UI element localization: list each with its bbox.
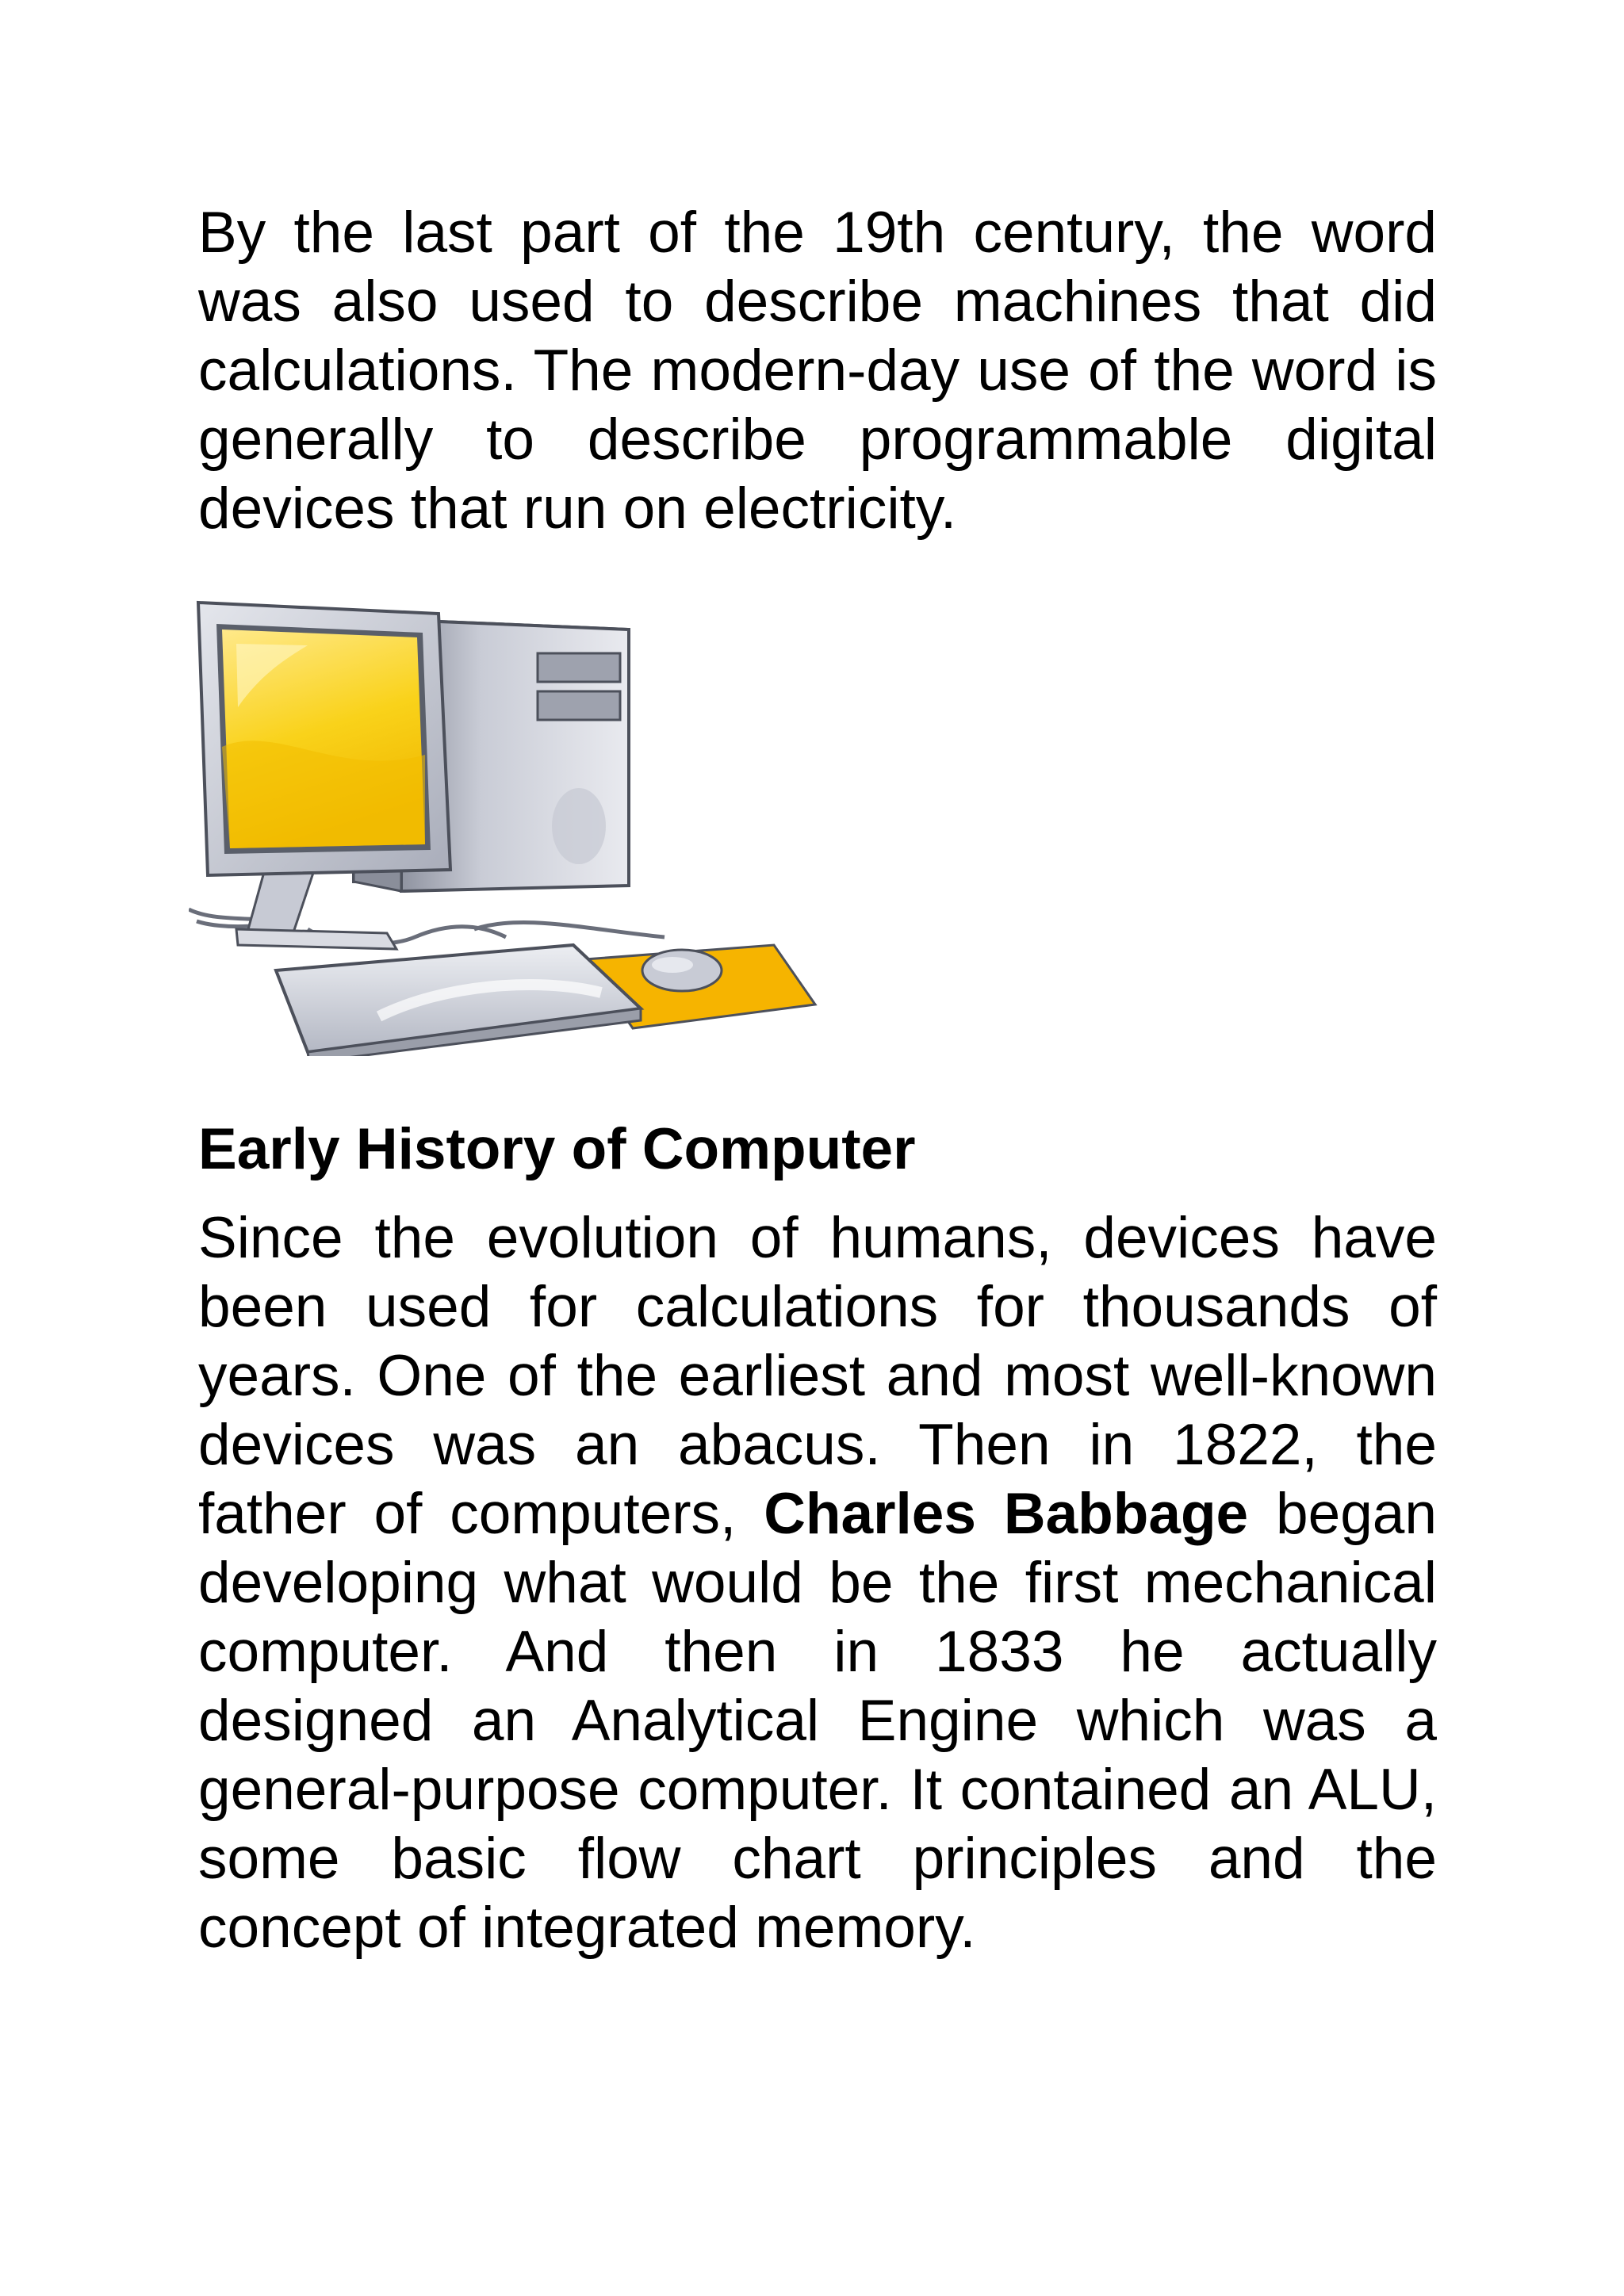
section-heading: Early History of Computer (198, 1117, 916, 1181)
desktop-computer-icon (189, 596, 823, 1056)
babbage-name: Charles Babbage (764, 1482, 1249, 1546)
intro-paragraph: By the last part of the 19th century, the word was also used to describe machines that did calculations. The modern-day use of the word is generally to describe programmable digital devices that run on electricity. (198, 201, 1437, 541)
history-text-start: Since the evolution of humans, devices have been used for calculations for thousands of years. One of the earliest and most well-known devices was an abacus. Then in 1822, the father of computers, (198, 1206, 1437, 1546)
history-text-end: began developing what would be the first mechanical computer. And then in 1833 he actually designed an Analytical Engine which was a general-purpose computer. It contained an ALU, some basic flow chart principles and the concept of integrated memory. (198, 1482, 1438, 1960)
history-paragraph (198, 1203, 1437, 1962)
